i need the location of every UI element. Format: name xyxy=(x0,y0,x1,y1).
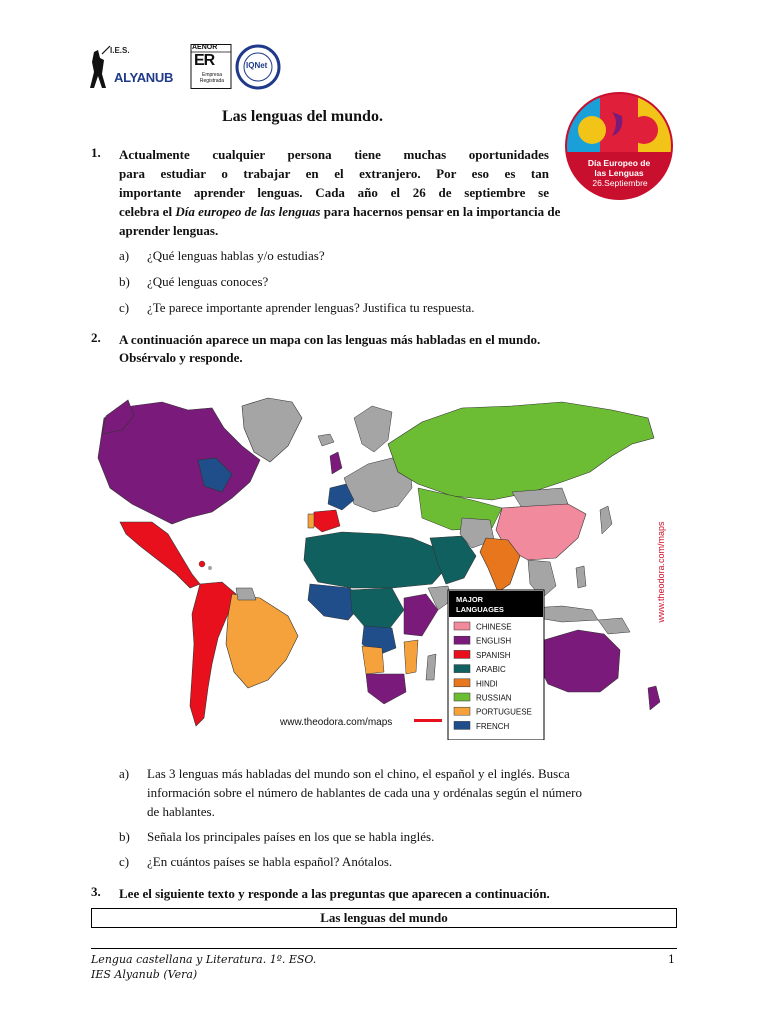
map-watermark: www.theodora.com/maps xyxy=(280,717,393,728)
aenor-top-text: AENOR xyxy=(192,44,218,51)
q3-text: Lee el siguiente texto y responde a las preguntas que aparecen a continuación. xyxy=(119,886,550,901)
page-title: Las lenguas del mundo. xyxy=(222,108,383,125)
q1-line-2: para estudiar o trabajar en el extranjero. Por eso es tan xyxy=(119,166,549,181)
q2-sub-b-text: Señala los principales países en los que se habla inglés. xyxy=(147,829,435,844)
aenor-logo xyxy=(190,44,234,90)
aenor-caption: Empresa Registrada xyxy=(199,72,225,84)
q2-sub-a-line-1: Las 3 lenguas más habladas del mundo son el chino, el español y el inglés. Busca xyxy=(147,766,570,781)
legend-label-french: FRENCH xyxy=(476,721,510,731)
q1-line-4 xyxy=(119,202,679,221)
map-side-watermark: www.theodora.com/maps xyxy=(656,521,666,623)
map-portugal xyxy=(308,514,314,528)
q3-number: 3. xyxy=(91,884,101,899)
map-australia xyxy=(538,630,620,692)
iqnet-label: IQNet xyxy=(246,61,268,70)
legend-label-spanish: SPANISH xyxy=(476,650,511,660)
q2-line-1: A continuación aparece un mapa con las lenguas más habladas en el mundo. xyxy=(119,332,541,347)
q2-sub-a-letter: a) xyxy=(119,766,130,781)
aenor-mark: ER xyxy=(194,52,215,69)
map-legend xyxy=(448,590,544,740)
legend-title-2: LANGUAGES xyxy=(456,605,504,614)
footer-divider xyxy=(91,948,677,949)
q2-sub-c-letter: c) xyxy=(119,854,130,869)
q1-sub-a xyxy=(119,246,679,265)
map-philippines xyxy=(576,566,586,588)
legend-swatch-chinese xyxy=(454,622,470,630)
q1-sub-c-letter: c) xyxy=(119,300,130,315)
q1-sub-a-text: ¿Qué lenguas hablas y/o estudias? xyxy=(147,248,325,263)
badge-line-1: Día Europeo de xyxy=(587,158,651,168)
school-logo-name: ALYANUB xyxy=(114,70,174,85)
legend-title-1: MAJOR xyxy=(456,595,484,604)
legend-swatch-french xyxy=(454,721,470,729)
q1-sub-a-letter: a) xyxy=(119,248,130,263)
legend-swatch-hindi xyxy=(454,679,470,687)
q2-number: 2. xyxy=(91,330,101,345)
q1-line-4-pre: celebra el xyxy=(119,204,176,219)
legend-label-chinese: CHINESE xyxy=(476,622,512,632)
q2-line-2: Obsérvalo y responde. xyxy=(119,350,243,365)
q2-sub-c-text: ¿En cuántos países se habla español? Anótalos. xyxy=(147,854,393,869)
legend-label-russian: RUSSIAN xyxy=(476,693,512,703)
badge-line-3: 26.Septiembre xyxy=(592,178,648,188)
q1-sub-c xyxy=(119,298,679,317)
q1-sub-c-text: ¿Te parece importante aprender lenguas? Justifica tu respuesta. xyxy=(147,300,475,315)
footer-line-2: IES Alyanub (Vera) xyxy=(91,968,198,981)
q2-sub-a xyxy=(119,764,679,821)
q1-sub-b-letter: b) xyxy=(119,274,130,289)
footer-line-1: Lengua castellana y Literatura. 1º. ESO. xyxy=(91,953,317,966)
legend-label-english: ENGLISH xyxy=(476,636,512,646)
school-logo-small-text: I.E.S. xyxy=(110,46,130,55)
q2-sub-b-letter: b) xyxy=(119,829,130,844)
map-angola xyxy=(362,646,384,674)
q1-line-4-post: para hacernos pensar en la importancia de xyxy=(320,204,561,219)
school-logo xyxy=(88,44,180,90)
world-languages-map xyxy=(92,388,678,740)
european-languages-day-badge xyxy=(560,92,678,200)
q1-line-4-italic: Día europeo de las lenguas xyxy=(175,204,321,219)
q1-number: 1. xyxy=(91,145,101,160)
legend-swatch-english xyxy=(454,636,470,644)
legend-swatch-russian xyxy=(454,693,470,701)
legend-swatch-spanish xyxy=(454,650,470,658)
reading-box-title: Las lenguas del mundo xyxy=(91,908,677,928)
legend-label-hindi: HINDI xyxy=(476,679,498,689)
map-mozambique xyxy=(404,640,418,674)
badge-line-2: las Lenguas xyxy=(594,168,644,178)
languages-day-logo-icon xyxy=(560,92,678,200)
page-number: 1 xyxy=(668,953,675,966)
legend-swatch-arabic xyxy=(454,665,470,673)
q1-line-3: importante aprender lenguas. Cada año el 26 de septiembre se xyxy=(119,185,549,200)
q2-sub-a-text xyxy=(147,764,679,821)
q1-line-5: aprender lenguas. xyxy=(119,223,219,238)
q2-sub-b xyxy=(119,827,679,846)
q1-line-1: Actualmente cualquier persona tiene muchas oportunidades xyxy=(119,147,549,162)
legend-label-arabic: ARABIC xyxy=(476,665,506,675)
iqnet-logo xyxy=(234,44,282,90)
q2-sub-c xyxy=(119,852,679,871)
q2-sub-a-line-2: información sobre el número de hablantes de cada una y ordénalas según el número xyxy=(147,785,582,800)
q1-sub-b-text: ¿Qué lenguas conoces? xyxy=(147,274,269,289)
q2-sub-a-line-3: de hablantes. xyxy=(147,804,215,819)
q1-text xyxy=(119,145,549,202)
q1-sub-b xyxy=(119,272,679,291)
world-map-image xyxy=(92,388,678,740)
legend-label-portuguese: PORTUGUESE xyxy=(476,707,532,717)
legend-swatch-portuguese xyxy=(454,707,470,715)
